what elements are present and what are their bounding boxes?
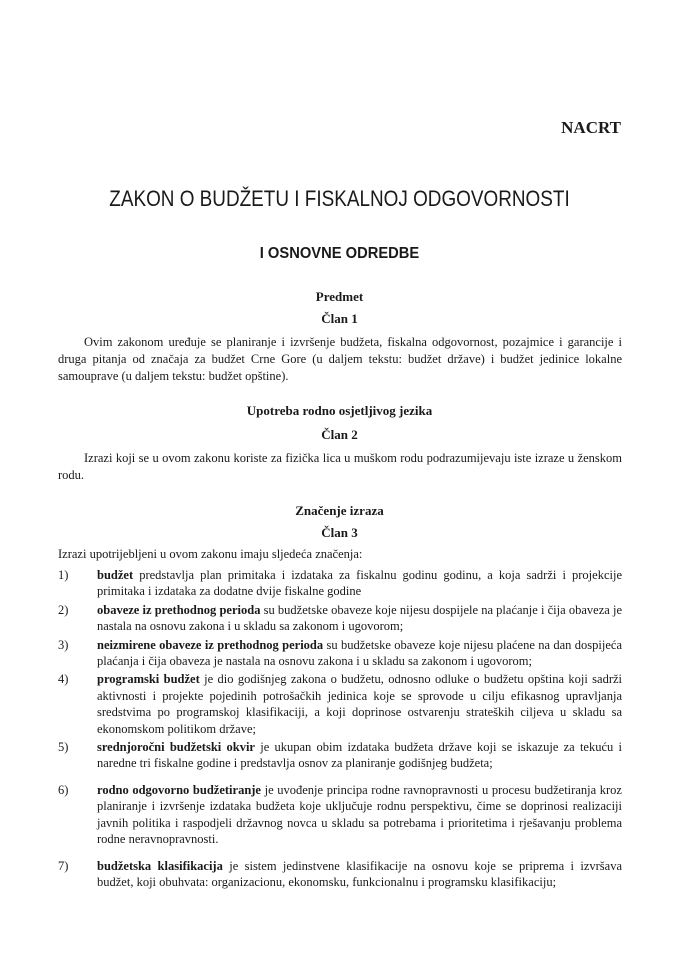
defined-term: srednjoročni budžetski okvir bbox=[97, 740, 255, 755]
list-item-number: 4) bbox=[58, 672, 69, 687]
section-heading-izrazi: Značenje izraza bbox=[295, 503, 384, 518]
list-item-body bbox=[97, 671, 622, 737]
definition-text: je sistem jedinstvene klasifikacije na osnovu koje se priprema i izvršava budžet, koji obuhvata: organizacionu, ekonomsku, funkcionalnu i programsku klasifikaciju; bbox=[97, 858, 622, 889]
definition-text: su budžetske obaveze koje nijesu plaćene na dan dospijeća plaćanja i čija obaveza je nastala na osnovu zakona i u skladu sa zakonom i ugovorom; bbox=[97, 637, 622, 669]
list-item bbox=[58, 567, 622, 600]
law-title: ZAKON O BUDŽETU I FISKALNOJ ODGOVORNOSTI bbox=[109, 186, 570, 211]
part-title: I OSNOVNE ODREDBE bbox=[259, 245, 420, 262]
definition-text: predstavlja plan primitaka i izdataka za fiskalnu godinu godinu, a koja sadrži i projekcije primitaka i izdataka za dodatne dvije fiskalne godine bbox=[97, 568, 622, 599]
article-2-label: Član 2 bbox=[321, 427, 358, 442]
article-1-label: Član 1 bbox=[321, 311, 358, 326]
defined-term: obaveze iz prethodnog perioda bbox=[97, 602, 261, 617]
list-item bbox=[58, 637, 622, 670]
list-item-number: 5) bbox=[58, 740, 69, 755]
draft-label: NACRT bbox=[561, 118, 621, 137]
definition-text: je ukupan obim izdataka budžeta države koji se iskazuje za tekuću i naredne tri fiskalne godine i predstavlja osnov za planiranje godišnjeg budžeta; bbox=[97, 740, 622, 771]
defined-term: rodno odgovorno budžetiranje bbox=[97, 782, 261, 797]
list-item-body bbox=[97, 637, 622, 670]
article-3-intro: Izrazi upotrijebljeni u ovom zakonu imaju sljedeća značenja: bbox=[58, 547, 363, 561]
list-item-number: 3) bbox=[58, 637, 69, 652]
definition-text: je dio godišnjeg zakona o budžetu, odnosno odluke o budžetu opština koji sadrži aktivnosti i projekte pojedinih potrošačkih jedinica koje se sprovode u cilju efikasnog upravljanja sredstvima po programskoj klasifikaciji, a koji doprinose ostvarenju strateških ciljeva u skladu sa ekonomskom politikom države; bbox=[97, 672, 623, 736]
list-item-number: 2) bbox=[58, 602, 69, 617]
list-item bbox=[58, 739, 622, 772]
list-item-number: 1) bbox=[58, 568, 69, 582]
list-item bbox=[58, 602, 622, 635]
definition-text: je uvođenje principa rodne ravnopravnosti u procesu budžetiranja kroz planiranje i izvršenje izdataka budžeta koje uključuje rodnu perspektivu, čime se doprinosi realizaciji javnih politika i raspodjeli državnog novca u skladu sa potrebama i prioritetima i rješavanju problema rodne neravnopravnosti. bbox=[97, 782, 622, 847]
definition-text: su budžetske obaveze koje nijesu dospijele na plaćanje i čija obaveza je nastala na osnovu zakona i u skladu sa zakonom i ugovorom; bbox=[97, 602, 622, 634]
list-item bbox=[58, 671, 622, 737]
defined-term: neizmirene obaveze iz prethodnog perioda bbox=[97, 637, 324, 652]
list-item bbox=[58, 858, 622, 891]
list-item-body bbox=[97, 858, 622, 891]
defined-term: budžetska klasifikacija bbox=[97, 858, 223, 873]
section-heading-jezik: Upotreba rodno osjetljivog jezika bbox=[246, 403, 433, 418]
section-heading-predmet: Predmet bbox=[315, 289, 364, 304]
article-2-text: Izrazi koji se u ovom zakonu koriste za fizička lica u muškom rodu podrazumijevaju iste izraze u ženskom rodu. bbox=[58, 451, 622, 482]
list-item-body bbox=[97, 782, 622, 848]
article-3-label: Član 3 bbox=[321, 525, 358, 540]
definitions-list bbox=[58, 567, 622, 890]
list-item-body bbox=[97, 567, 622, 600]
list-item-number: 7) bbox=[58, 858, 69, 873]
defined-term: programski budžet bbox=[97, 672, 200, 687]
list-item bbox=[58, 782, 622, 848]
defined-term: budžet bbox=[97, 568, 134, 582]
list-item-number: 6) bbox=[58, 782, 69, 797]
list-item-body bbox=[97, 602, 622, 635]
list-item-body bbox=[97, 739, 622, 772]
article-1-text: Ovim zakonom uređuje se planiranje i izvršenje budžeta, fiskalna odgovornost, pozajmice i garancije i druga pitanja od značaja za budžet Crne Gore (u daljem tekstu: budžet države) i budžet jedinice lokalne samouprave (u daljem tekstu: budžet opštine). bbox=[58, 335, 622, 383]
